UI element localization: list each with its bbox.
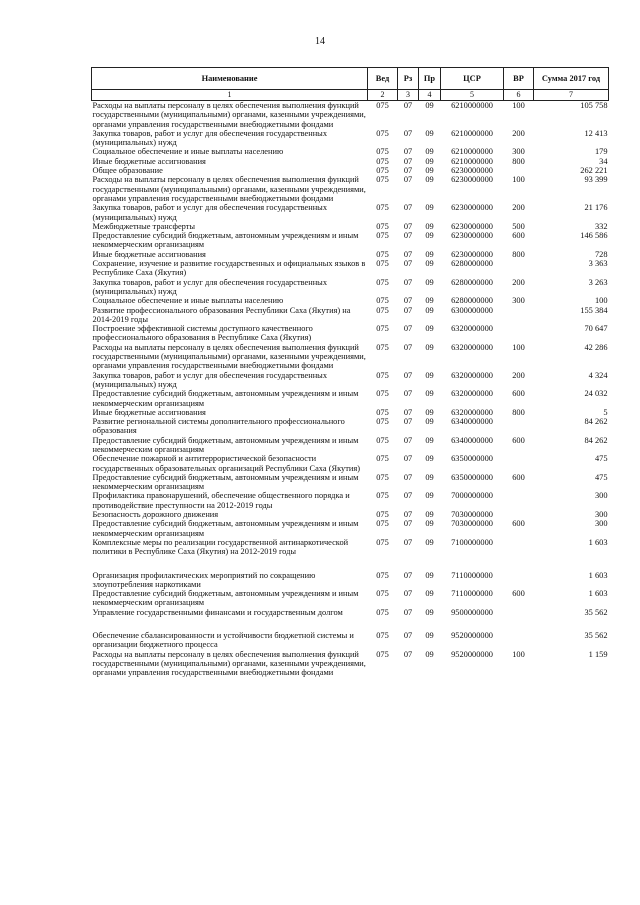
row-name: Закупка товаров, работ и услуг для обеспечения государственных (муниципальных) нужд [92, 203, 328, 222]
row-ved: 075 [376, 156, 389, 166]
table-row [92, 589, 609, 608]
row-vr: 300 [512, 296, 525, 306]
row-pr: 09 [425, 417, 434, 427]
column-number: 7 [534, 90, 609, 101]
row-rz: 07 [403, 296, 413, 306]
row-ved: 075 [376, 305, 389, 315]
table-row [92, 296, 609, 305]
table-row [92, 473, 609, 492]
row-ved: 075 [376, 221, 389, 231]
table-row [92, 519, 609, 538]
row-name: Сохранение, изучение и развитие государственных и официальных языков в Республике Саха (Якутия) [92, 259, 366, 278]
row-csr: 6210000000 [451, 156, 493, 166]
row-csr: 7030000000 [451, 519, 493, 529]
row-csr: 7100000000 [451, 537, 493, 547]
row-vr: 300 [512, 147, 525, 157]
table-row [92, 278, 609, 297]
row-ved: 075 [376, 607, 389, 617]
row-sum: 70 647 [584, 324, 608, 334]
row-pr: 09 [425, 491, 434, 501]
row-sum: 84 262 [584, 435, 608, 445]
row-vr [504, 259, 534, 278]
row-ved: 075 [376, 407, 389, 417]
row-name: Предоставление субсидий бюджетным, автономным учреждениям и иным некоммерческим организациям [92, 472, 359, 492]
column-number-row [92, 90, 609, 101]
row-vr [504, 324, 534, 343]
row-name: Межбюджетные трансферты [92, 221, 196, 231]
table-row [92, 436, 609, 455]
row-vr [504, 491, 534, 510]
table-row [92, 417, 609, 436]
row-rz: 07 [403, 537, 413, 547]
row-ved: 075 [376, 389, 389, 399]
row-pr: 09 [425, 128, 434, 138]
row-vr: 800 [512, 156, 525, 166]
row-sum: 262 221 [580, 166, 608, 176]
row-ved: 075 [376, 510, 389, 520]
row-csr: 6230000000 [451, 166, 493, 176]
row-vr [504, 608, 534, 617]
row-vr [504, 631, 534, 650]
table-row [92, 371, 609, 390]
row-name: Профилактика правонарушений, обеспечение общественного порядка и противодействие преступности на 2012-2019 годы [92, 491, 350, 510]
row-pr: 09 [425, 166, 434, 176]
row-rz: 07 [403, 305, 413, 315]
row-rz: 07 [403, 491, 413, 501]
row-rz: 07 [403, 510, 413, 520]
row-rz: 07 [403, 454, 413, 464]
row-pr: 09 [425, 537, 434, 547]
row-name: Развитие профессионального образования Республики Саха (Якутия) на 2014-2019 годы [92, 305, 351, 324]
table-row [92, 250, 609, 259]
row-csr: 6320000000 [451, 407, 493, 417]
row-sum: 332 [594, 221, 608, 231]
table-row [92, 166, 609, 175]
row-vr: 100 [512, 175, 525, 185]
row-rz: 07 [403, 231, 413, 241]
row-vr [504, 417, 534, 436]
header-rz: Рз [398, 68, 419, 90]
header-pr: Пр [419, 68, 441, 90]
row-rz: 07 [403, 589, 413, 599]
table-row [92, 203, 609, 222]
row-sum: 34 [599, 156, 608, 166]
row-ved: 075 [376, 324, 389, 334]
row-name: Расходы на выплаты персоналу в целях обеспечения выполнения функций государственными (муниципальными) органами, казенными учреждениями, органами управления государственными внебюджетными фондами [92, 342, 366, 371]
row-csr: 6340000000 [451, 417, 493, 427]
row-name: Закупка товаров, работ и услуг для обеспечения государственных (муниципальных) нужд [92, 370, 328, 389]
row-rz: 07 [403, 203, 413, 213]
row-csr: 6280000000 [451, 296, 493, 306]
row-ved: 075 [376, 491, 389, 501]
row-ved: 075 [376, 417, 389, 427]
row-rz: 07 [403, 649, 413, 659]
row-ved: 075 [376, 589, 389, 599]
row-ved: 075 [376, 472, 389, 482]
row-pr: 09 [425, 249, 434, 259]
row-pr: 09 [425, 296, 434, 306]
row-sum: 300 [594, 491, 608, 501]
page-number: 14 [315, 36, 325, 47]
row-csr: 7110000000 [451, 570, 493, 580]
row-sum: 728 [594, 249, 608, 259]
row-csr: 9500000000 [451, 607, 493, 617]
row-vr: 600 [512, 435, 525, 445]
row-rz: 07 [403, 277, 413, 287]
row-rz: 07 [403, 175, 413, 185]
row-csr: 6210000000 [451, 147, 493, 157]
row-spacer-cell [92, 617, 609, 631]
row-ved: 075 [376, 259, 389, 269]
row-rz: 07 [403, 156, 413, 166]
row-rz: 07 [403, 472, 413, 482]
row-ved: 075 [376, 101, 389, 110]
table-row [92, 259, 609, 278]
row-csr: 7110000000 [451, 589, 493, 599]
row-csr: 6320000000 [451, 370, 493, 380]
row-pr: 09 [425, 570, 434, 580]
row-ved: 075 [376, 342, 389, 352]
row-vr: 600 [512, 519, 525, 529]
column-number: 3 [398, 90, 419, 101]
row-rz: 07 [403, 570, 413, 580]
row-rz: 07 [403, 342, 413, 352]
row-vr: 200 [512, 203, 525, 213]
row-name: Комплексные меры по реализации государственной антинаркотической политики в Республике Саха (Якутия) на 2012-2019 годы [92, 537, 349, 557]
row-sum: 24 032 [584, 389, 608, 399]
row-rz: 07 [403, 249, 413, 259]
table-row [92, 408, 609, 417]
table-row [92, 343, 609, 371]
row-csr: 6280000000 [451, 259, 493, 269]
row-ved: 075 [376, 570, 389, 580]
table-row [92, 491, 609, 510]
row-name: Предоставление субсидий бюджетным, автономным учреждениям и иным некоммерческим организациям [92, 389, 359, 408]
row-sum: 1 603 [588, 570, 608, 580]
row-csr: 6340000000 [451, 435, 493, 445]
row-pr: 09 [425, 101, 434, 110]
row-csr: 6230000000 [451, 221, 493, 231]
row-sum: 1 603 [588, 589, 608, 599]
row-name: Иные бюджетные ассигнования [92, 156, 206, 166]
column-number: 4 [419, 90, 441, 101]
row-pr: 09 [425, 389, 434, 399]
row-rz: 07 [403, 147, 413, 157]
row-ved: 075 [376, 277, 389, 287]
row-rz: 07 [403, 166, 413, 176]
row-name: Социальное обеспечение и иные выплаты населению [92, 296, 284, 306]
row-pr: 09 [425, 259, 434, 269]
table-header-row [92, 68, 609, 90]
row-name: Расходы на выплаты персоналу в целях обеспечения выполнения функций государственными (муниципальными) органами, казенными учреждениями, органами управления государственными внебюджетными фондами [92, 175, 366, 203]
row-rz: 07 [403, 101, 413, 110]
row-name: Построение эффективной системы доступного качественного профессионального образования в Республике Саха (Якутия) [92, 324, 313, 343]
row-vr: 200 [512, 370, 525, 380]
row-csr: 6230000000 [451, 203, 493, 213]
row-sum: 105 758 [580, 101, 608, 110]
row-rz: 07 [403, 324, 413, 334]
row-sum: 179 [594, 147, 608, 157]
row-name: Предоставление субсидий бюджетным, автономным учреждениям и иным некоммерческим организациям [92, 589, 359, 608]
row-vr: 800 [512, 249, 525, 259]
table-row [92, 389, 609, 408]
row-csr: 6320000000 [451, 389, 493, 399]
column-number: 1 [92, 90, 368, 101]
row-csr: 6230000000 [451, 175, 493, 185]
row-pr: 09 [425, 147, 434, 157]
row-vr: 600 [512, 472, 525, 482]
row-name: Закупка товаров, работ и услуг для обеспечения государственных (муниципальных) нужд [92, 277, 328, 296]
row-rz: 07 [403, 631, 413, 641]
row-rz: 07 [403, 259, 413, 269]
row-pr: 09 [425, 510, 434, 520]
row-csr: 6210000000 [451, 128, 493, 138]
row-rz: 07 [403, 407, 413, 417]
row-pr: 09 [425, 472, 434, 482]
row-spacer [92, 617, 609, 631]
row-sum: 35 562 [584, 607, 608, 617]
header-ved: Вед [368, 68, 398, 90]
row-pr: 09 [425, 231, 434, 241]
row-pr: 09 [425, 203, 434, 213]
row-csr: 6350000000 [451, 454, 493, 464]
row-name: Предоставление субсидий бюджетным, автономным учреждениям и иным некоммерческим организациям [92, 519, 359, 538]
row-sum: 155 384 [580, 305, 608, 315]
table-row [92, 538, 609, 557]
row-pr: 09 [425, 175, 434, 185]
row-name: Предоставление субсидий бюджетным, автономным учреждениям и иным некоммерческим организациям [92, 435, 359, 454]
row-pr: 09 [425, 342, 434, 352]
row-name: Безопасность дорожного движения [92, 510, 219, 520]
row-pr: 09 [425, 435, 434, 445]
row-sum: 1 159 [588, 649, 608, 659]
row-rz: 07 [403, 435, 413, 445]
table-body [92, 101, 609, 678]
row-rz: 07 [403, 519, 413, 529]
row-vr [504, 306, 534, 325]
table-row [92, 129, 609, 148]
row-name: Социальное обеспечение и иные выплаты населению [92, 147, 284, 157]
table-row [92, 631, 609, 650]
row-sum: 84 262 [584, 417, 608, 427]
row-vr: 600 [512, 389, 525, 399]
row-ved: 075 [376, 370, 389, 380]
table-row [92, 306, 609, 325]
row-name: Иные бюджетные ассигнования [92, 249, 206, 259]
row-ved: 075 [376, 537, 389, 547]
row-csr: 6350000000 [451, 472, 493, 482]
header-name: Наименование [92, 68, 368, 90]
row-ved: 075 [376, 296, 389, 306]
table-row [92, 101, 609, 129]
row-ved: 075 [376, 454, 389, 464]
row-ved: 075 [376, 435, 389, 445]
row-ved: 075 [376, 175, 389, 185]
row-name: Предоставление субсидий бюджетным, автономным учреждениям и иным некоммерческим организациям [92, 231, 359, 250]
row-sum: 3 263 [588, 277, 608, 287]
row-vr: 500 [512, 221, 525, 231]
row-name: Общее образование [92, 166, 163, 176]
row-csr: 9520000000 [451, 631, 493, 641]
row-rz: 07 [403, 128, 413, 138]
row-name: Организация профилактических мероприятий по сокращению злоупотребления наркотиками [92, 570, 316, 589]
row-vr: 600 [512, 589, 525, 599]
table-row [92, 650, 609, 678]
row-rz: 07 [403, 370, 413, 380]
row-rz: 07 [403, 607, 413, 617]
row-name: Развитие региональной системы дополнительного профессионального образования [92, 417, 345, 436]
budget-table [91, 67, 609, 678]
table-row [92, 147, 609, 156]
row-sum: 1 603 [588, 537, 608, 547]
row-pr: 09 [425, 589, 434, 599]
row-name: Управление государственными финансами и государственным долгом [92, 607, 343, 617]
row-sum: 21 176 [584, 203, 608, 213]
table-row [92, 231, 609, 250]
row-csr: 6280000000 [451, 277, 493, 287]
table-row [92, 324, 609, 343]
row-pr: 09 [425, 519, 434, 529]
row-ved: 075 [376, 249, 389, 259]
row-sum: 4 324 [588, 370, 608, 380]
table-row [92, 222, 609, 231]
row-sum: 300 [594, 510, 608, 520]
row-sum: 93 399 [584, 175, 608, 185]
row-vr [504, 166, 534, 175]
row-name: Закупка товаров, работ и услуг для обеспечения государственных (муниципальных) нужд [92, 128, 328, 148]
row-pr: 09 [425, 454, 434, 464]
row-csr: 6320000000 [451, 324, 493, 334]
row-sum: 475 [594, 472, 608, 482]
header-sum: Сумма 2017 год [534, 68, 609, 90]
row-csr: 6300000000 [451, 305, 493, 315]
row-csr: 9520000000 [451, 649, 493, 659]
row-csr: 6210000000 [451, 101, 493, 110]
table-row [92, 608, 609, 617]
row-sum: 42 286 [584, 342, 608, 352]
row-spacer-cell [92, 557, 609, 571]
header-vr: ВР [504, 68, 534, 90]
row-sum: 300 [594, 519, 608, 529]
row-vr: 600 [512, 231, 525, 241]
row-pr: 09 [425, 156, 434, 166]
column-number: 5 [441, 90, 504, 101]
row-csr: 7000000000 [451, 491, 493, 501]
row-rz: 07 [403, 389, 413, 399]
row-ved: 075 [376, 649, 389, 659]
row-rz: 07 [403, 417, 413, 427]
row-pr: 09 [425, 324, 434, 334]
header-csr: ЦСР [441, 68, 504, 90]
row-pr: 09 [425, 221, 434, 231]
row-pr: 09 [425, 277, 434, 287]
column-number: 6 [504, 90, 534, 101]
row-rz: 07 [403, 221, 413, 231]
row-name: Расходы на выплаты персоналу в целях обеспечения выполнения функций государственными (муниципальными) органами, казенными учреждениями, органами управления государственными внебюджетными фондами [92, 649, 366, 678]
table-row [92, 454, 609, 473]
row-sum: 146 586 [580, 231, 608, 241]
row-name: Иные бюджетные ассигнования [92, 407, 206, 417]
row-vr [504, 454, 534, 473]
row-vr [504, 510, 534, 519]
table-row [92, 157, 609, 166]
row-vr [504, 538, 534, 557]
row-sum: 100 [594, 296, 608, 306]
row-ved: 075 [376, 631, 389, 641]
row-vr: 100 [512, 649, 525, 659]
row-vr: 800 [512, 407, 525, 417]
row-csr: 6320000000 [451, 342, 493, 352]
row-ved: 075 [376, 147, 389, 157]
row-ved: 075 [376, 231, 389, 241]
row-pr: 09 [425, 407, 434, 417]
row-pr: 09 [425, 631, 434, 641]
row-vr: 200 [512, 277, 525, 287]
row-pr: 09 [425, 305, 434, 315]
row-csr: 6230000000 [451, 249, 493, 259]
row-vr: 100 [512, 342, 525, 352]
row-sum: 12 413 [584, 128, 608, 138]
row-name: Расходы на выплаты персоналу в целях обеспечения выполнения функций государственными (муниципальными) органами, казенными учреждениями, органами управления государственными внебюджетными фондами [92, 101, 366, 129]
row-vr: 100 [512, 101, 525, 110]
row-pr: 09 [425, 649, 434, 659]
table-row [92, 571, 609, 590]
row-ved: 075 [376, 128, 389, 138]
row-ved: 075 [376, 203, 389, 213]
row-pr: 09 [425, 607, 434, 617]
row-pr: 09 [425, 370, 434, 380]
row-csr: 7030000000 [451, 510, 493, 520]
row-name: Обеспечение пожарной и антитеррористической безопасности государственных образовательных организаций Республики Саха (Якутия) [92, 454, 360, 473]
row-spacer [92, 557, 609, 571]
row-vr: 200 [512, 128, 525, 138]
row-sum: 35 562 [584, 631, 608, 641]
row-sum: 5 [603, 407, 608, 417]
row-name: Обеспечение сбалансированности и устойчивости бюджетной системы и организации бюджетного процесса [92, 631, 354, 650]
table-row [92, 510, 609, 519]
row-sum: 3 363 [588, 259, 608, 269]
row-vr [504, 571, 534, 590]
table-row [92, 175, 609, 203]
column-number: 2 [368, 90, 398, 101]
row-ved: 075 [376, 519, 389, 529]
row-csr: 6230000000 [451, 231, 493, 241]
row-sum: 475 [594, 454, 608, 464]
row-ved: 075 [376, 166, 389, 176]
